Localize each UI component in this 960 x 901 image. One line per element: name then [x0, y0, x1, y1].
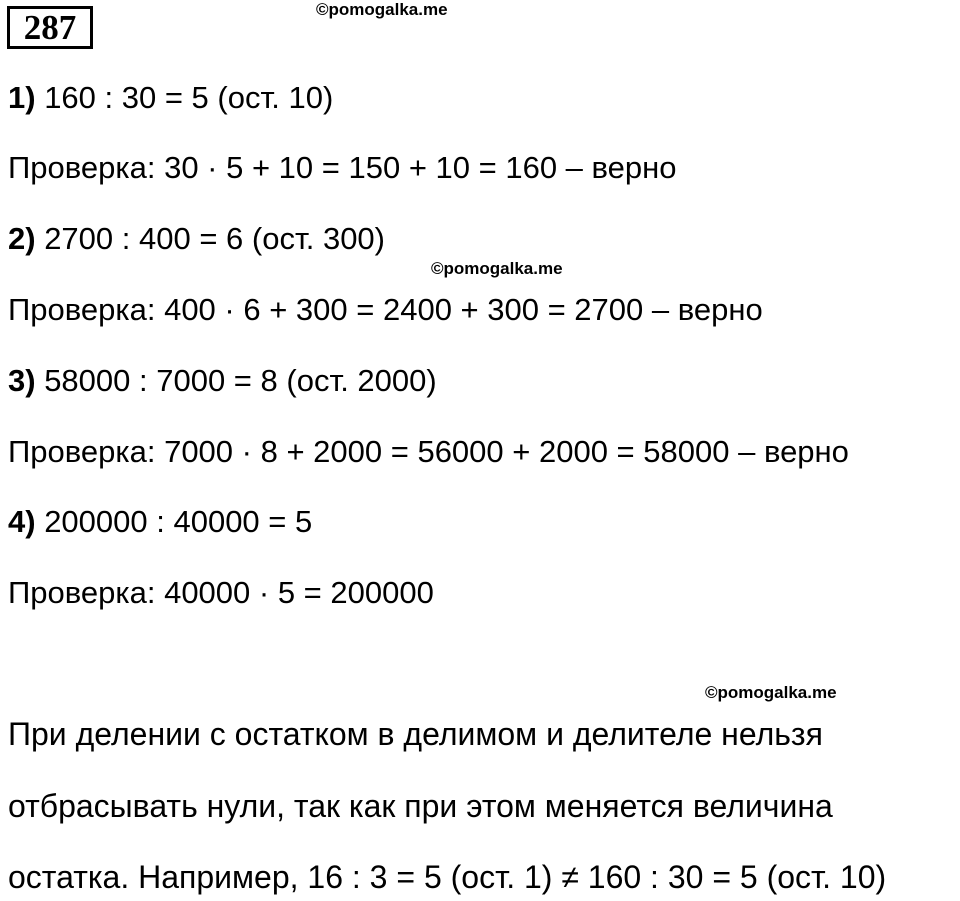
- solution-number: 3): [8, 363, 36, 398]
- solution-number: 1): [8, 80, 36, 115]
- conclusion-line-3: остатка. Например, 16 : 3 = 5 (ост. 1) ≠ 160 : 30 = 5 (ост. 10): [8, 859, 887, 895]
- solution-1-check: Проверка: 30 · 5 + 10 = 150 + 10 = 160 – верно: [8, 150, 677, 185]
- task-number-box: 287: [7, 6, 93, 49]
- solution-4-expression: [8, 502, 312, 542]
- solution-3-expression: [8, 361, 437, 401]
- solution-2-check: Проверка: 400 · 6 + 300 = 2400 + 300 = 2700 – верно: [8, 292, 763, 327]
- solution-2-expression: [8, 219, 385, 259]
- conclusion-line-2: отбрасывать нули, так как при этом меняется величина: [8, 788, 833, 824]
- solution-1-expression: [8, 78, 333, 118]
- solution-3-check: Проверка: 7000 · 8 + 2000 = 56000 + 2000 = 58000 – верно: [8, 434, 849, 469]
- expression-text: 2700 : 400 = 6 (ост. 300): [35, 221, 385, 256]
- expression-text: 160 : 30 = 5 (ост. 10): [35, 80, 334, 115]
- watermark: ©pomogalka.me: [705, 683, 837, 702]
- expression-text: 58000 : 7000 = 8 (ост. 2000): [35, 363, 437, 398]
- conclusion-line-1: При делении с остатком в делимом и делителе нельзя: [8, 716, 823, 752]
- expression-text: 200000 : 40000 = 5: [35, 504, 313, 539]
- solution-4-check: Проверка: 40000 · 5 = 200000: [8, 575, 434, 610]
- solution-number: 2): [8, 221, 36, 256]
- solution-number: 4): [8, 504, 36, 539]
- watermark: ©pomogalka.me: [316, 0, 448, 19]
- watermark: ©pomogalka.me: [431, 259, 563, 278]
